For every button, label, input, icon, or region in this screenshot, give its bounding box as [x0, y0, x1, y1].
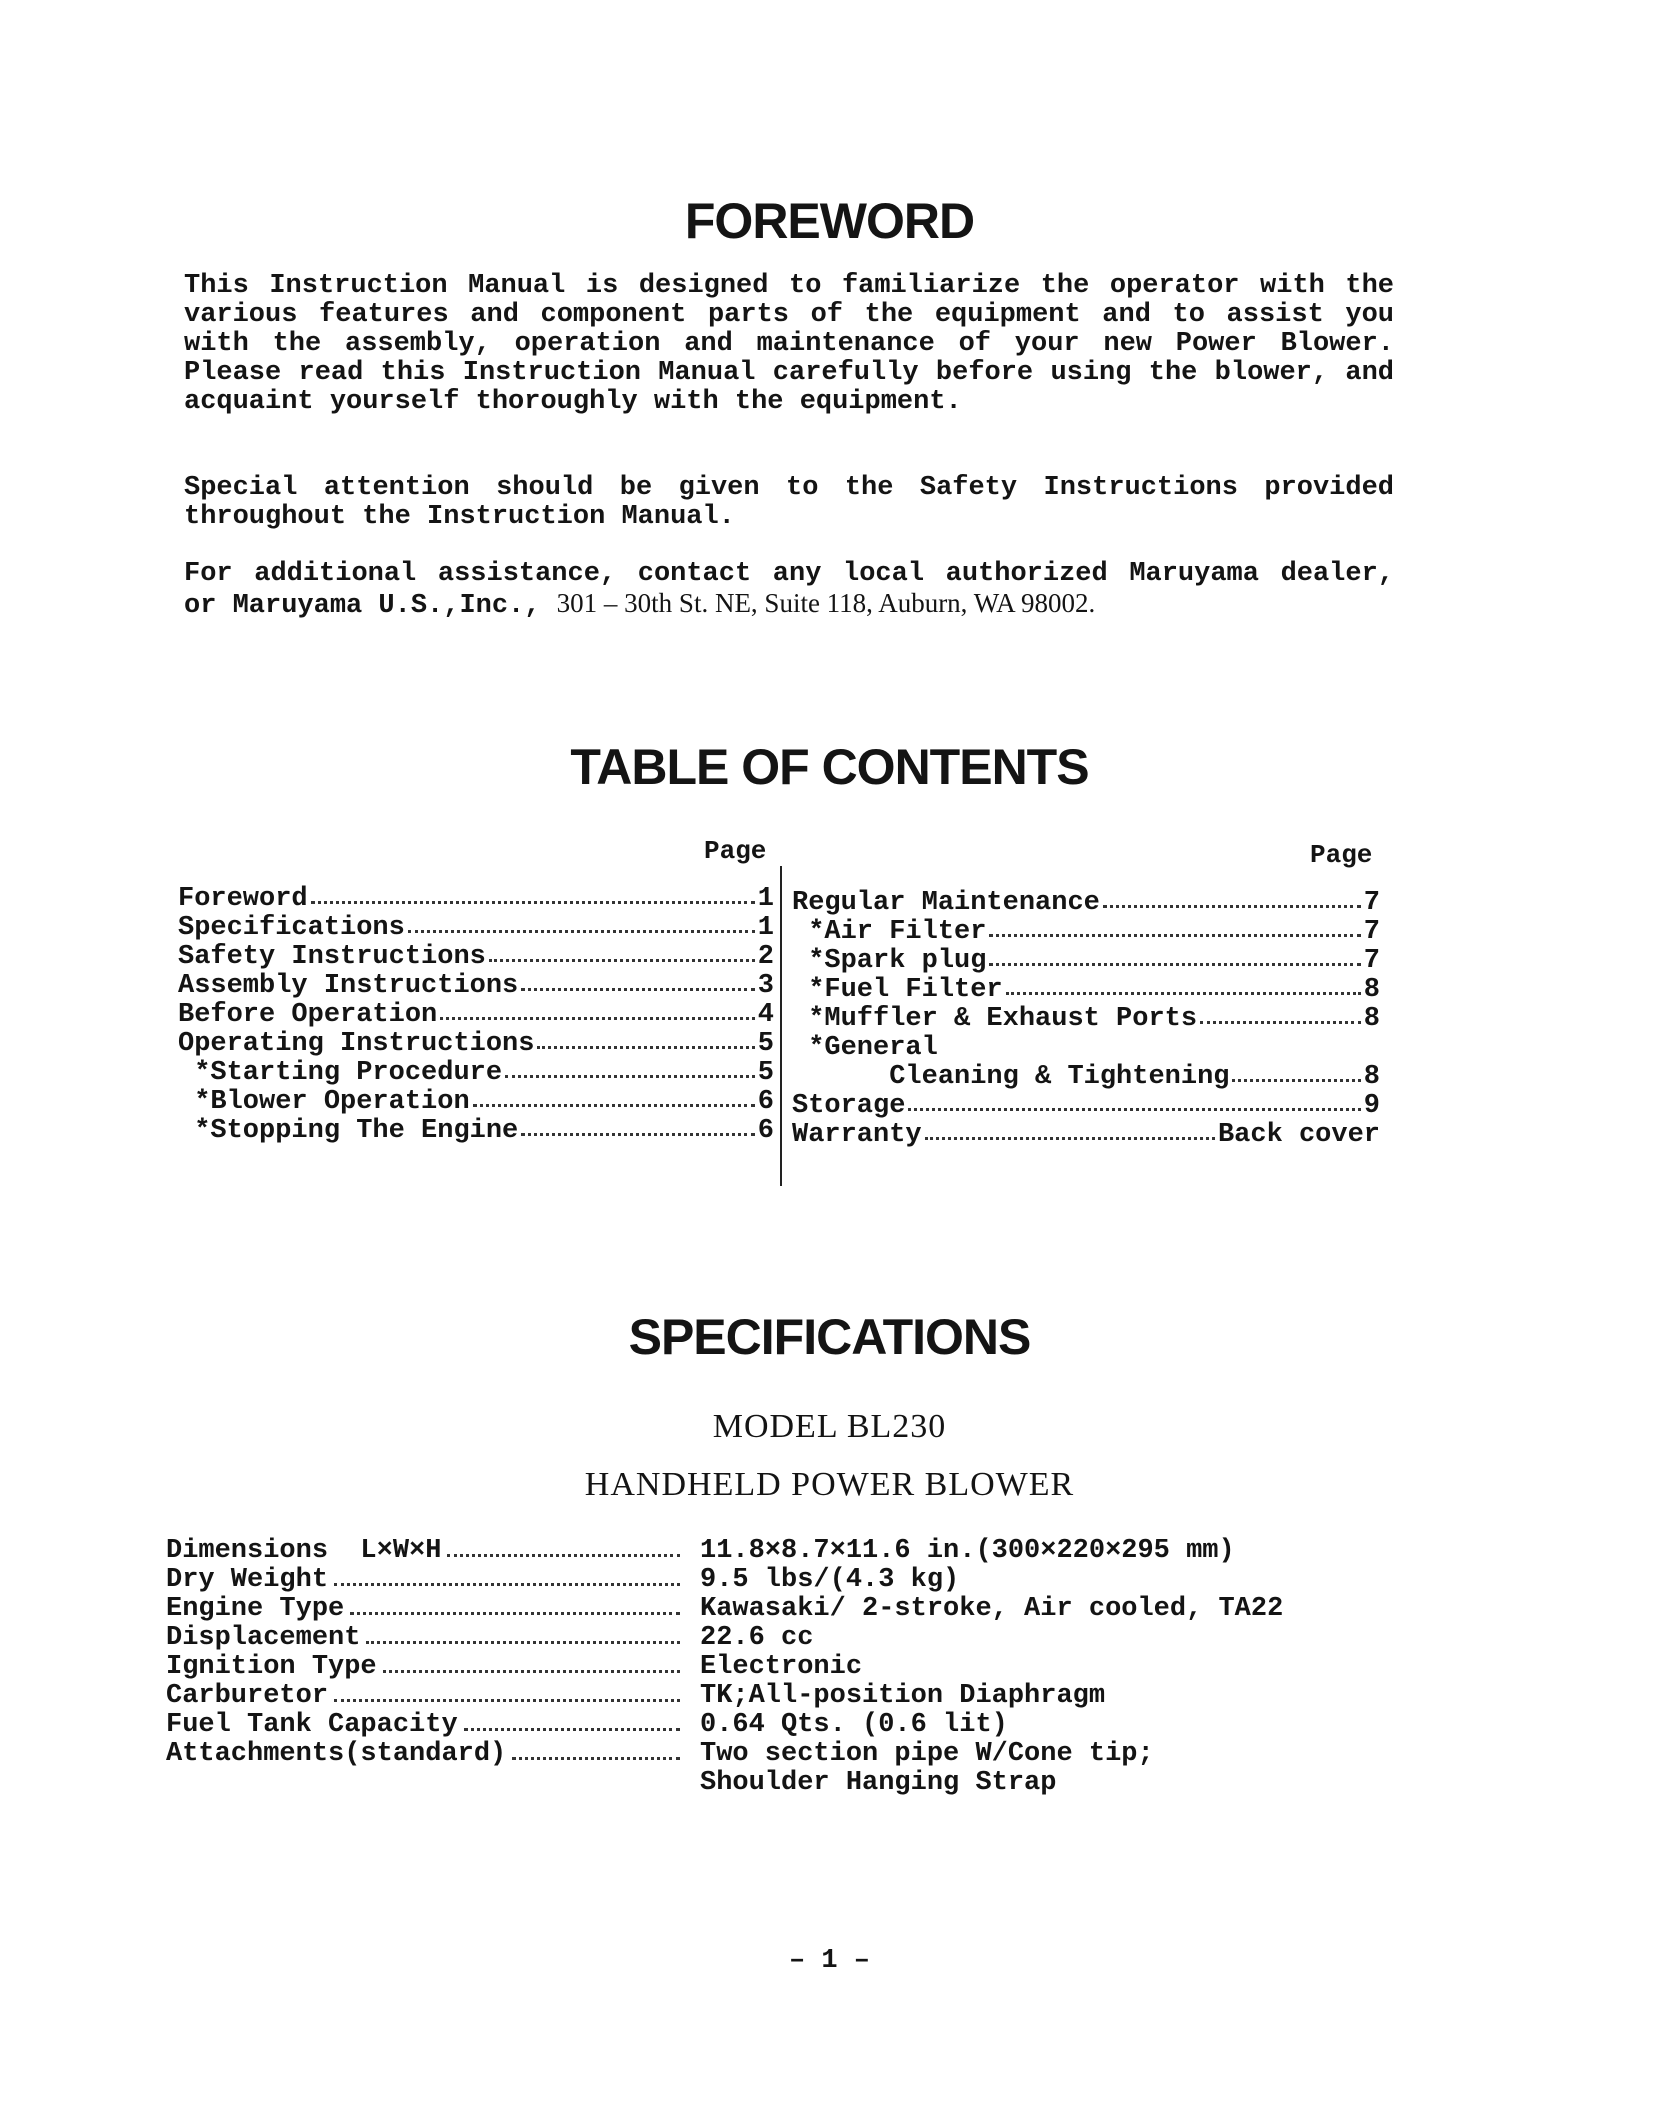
- toc-entry-page: 6: [757, 1087, 774, 1117]
- specifications-table: [166, 1536, 1396, 1797]
- model-name: MODEL BL230: [712, 1408, 947, 1445]
- toc-entry-page: 3: [757, 971, 774, 1001]
- toc-entry-label: Before Operation: [178, 1000, 438, 1030]
- toc-leader-dots: [1006, 992, 1361, 995]
- toc-entry: [178, 1087, 774, 1116]
- product-name: HANDHELD POWER BLOWER: [584, 1466, 1075, 1503]
- spec-value: 9.5 lbs/(4.3 kg): [700, 1565, 960, 1595]
- toc-leader-dots: [925, 1137, 1215, 1140]
- toc-leader-dots: [505, 1075, 755, 1078]
- toc-entry: [792, 1120, 1380, 1149]
- toc-leader-dots: [311, 901, 755, 904]
- spec-value: 11.8×8.7×11.6 in.(300×220×295 mm): [700, 1536, 1235, 1566]
- toc-entry: [178, 971, 774, 1000]
- spec-leader-dots: [464, 1728, 680, 1731]
- toc-entry: [792, 888, 1380, 917]
- spec-leader-dots: [366, 1641, 680, 1644]
- spec-value: Electronic: [700, 1652, 863, 1682]
- toc-leader-dots: [908, 1108, 1360, 1111]
- specifications-title: SPECIFICATIONS: [628, 1309, 1031, 1365]
- toc-entry-label: Assembly Instructions: [178, 971, 519, 1001]
- toc-entry-page: 8: [1363, 975, 1380, 1005]
- toc-entry-page: Back cover: [1217, 1120, 1380, 1150]
- spec-key-cell: [166, 1536, 686, 1566]
- toc-right-column: [792, 888, 1380, 1149]
- foreword-address: 301 – 30th St. NE, Suite 118, Auburn, WA 98002.: [556, 588, 1096, 618]
- toc-entry-label: Regular Maintenance: [792, 888, 1100, 918]
- toc-entry-page: 2: [757, 942, 774, 972]
- spec-value: Kawasaki/ 2-stroke, Air cooled, TA22: [700, 1594, 1284, 1624]
- spec-value: Two section pipe W/Cone tip;: [700, 1739, 1154, 1769]
- toc-leader-dots: [989, 963, 1360, 966]
- spec-row: [166, 1681, 1396, 1710]
- spec-leader-dots: [334, 1583, 680, 1586]
- spec-leader-dots: [350, 1612, 680, 1615]
- toc-entry-page: 5: [757, 1029, 774, 1059]
- toc-entry-page: 7: [1363, 946, 1380, 976]
- toc-entry-label: *Air Filter: [792, 917, 987, 947]
- toc-leader-dots: [1232, 1079, 1360, 1082]
- spec-key-cell: [166, 1623, 686, 1653]
- toc-entry-page: 8: [1363, 1004, 1380, 1034]
- toc-entry-label: *Starting Procedure: [178, 1058, 503, 1088]
- spec-key-cell: [166, 1565, 686, 1595]
- toc-entry-label: *General: [792, 1033, 938, 1063]
- toc-entry: [178, 1029, 774, 1058]
- toc-entry: [792, 917, 1380, 946]
- spec-key-cell: [166, 1739, 686, 1769]
- spec-key: Fuel Tank Capacity: [166, 1710, 458, 1740]
- toc-entry-page: 7: [1363, 888, 1380, 918]
- spec-row: [166, 1710, 1396, 1739]
- toc-entry-page: 1: [757, 884, 774, 914]
- foreword-paragraph-2: Special attention should be given to the Safety Instructions provided throughout the Instruction Manual.: [184, 473, 1394, 532]
- spec-key: Engine Type: [166, 1594, 345, 1624]
- toc-entry-label: Operating Instructions: [178, 1029, 535, 1059]
- toc-entry: [792, 1062, 1380, 1091]
- toc-leader-dots: [989, 934, 1360, 937]
- spec-value: 0.64 Qts. (0.6 lit): [700, 1710, 1008, 1740]
- spec-leader-dots: [334, 1699, 680, 1702]
- toc-entry-label: Safety Instructions: [178, 942, 486, 972]
- spec-leader-dots: [383, 1670, 680, 1673]
- toc-leader-dots: [1200, 1021, 1361, 1024]
- toc-title: TABLE OF CONTENTS: [570, 739, 1089, 795]
- toc-entry-page: 9: [1363, 1091, 1380, 1121]
- toc-entry: [178, 1116, 774, 1145]
- spec-row: [166, 1536, 1396, 1565]
- toc-entry: [792, 1091, 1380, 1120]
- spec-leader-dots: [447, 1554, 680, 1557]
- toc-entry-label: *Fuel Filter: [792, 975, 1003, 1005]
- toc-entry: [792, 1033, 1380, 1062]
- toc-entry-page: 7: [1363, 917, 1380, 947]
- toc-leader-dots: [408, 930, 755, 933]
- spec-key: Ignition Type: [166, 1652, 377, 1682]
- toc-entry-label: Foreword: [178, 884, 308, 914]
- spec-row: [166, 1623, 1396, 1652]
- foreword-contact-text: For additional assistance, contact any local authorized Maruyama dealer, or Maruyama U.S.,Inc.,: [184, 559, 1394, 621]
- spec-row: [166, 1768, 1396, 1797]
- toc-column-divider: [780, 866, 782, 1186]
- page-number: – 1 –: [788, 1946, 870, 1976]
- spec-key: Displacement: [166, 1623, 361, 1653]
- toc-entry-label: *Stopping The Engine: [178, 1116, 519, 1146]
- toc-left-page-header: Page: [704, 836, 767, 866]
- toc-leader-dots: [489, 959, 755, 962]
- toc-entry: [792, 1004, 1380, 1033]
- toc-entry: [178, 1000, 774, 1029]
- toc-entry: [792, 946, 1380, 975]
- toc-entry-page: 8: [1363, 1062, 1380, 1092]
- spec-value: 22.6 cc: [700, 1623, 814, 1653]
- toc-entry-label: *Blower Operation: [178, 1087, 470, 1117]
- spec-key: Attachments(standard): [166, 1739, 507, 1769]
- toc-entry-page: 4: [757, 1000, 774, 1030]
- spec-key-cell: [166, 1710, 686, 1740]
- toc-entry-page: 5: [757, 1058, 774, 1088]
- toc-leader-dots: [521, 988, 755, 991]
- spec-row: [166, 1594, 1396, 1623]
- toc-entry-label: *Muffler & Exhaust Ports: [792, 1004, 1198, 1034]
- toc-entry: [178, 913, 774, 942]
- toc-leader-dots: [473, 1104, 755, 1107]
- spec-row: [166, 1652, 1396, 1681]
- toc-leader-dots: [537, 1046, 754, 1049]
- toc-entry: [178, 884, 774, 913]
- toc-entry-label: Cleaning & Tightening: [792, 1062, 1230, 1092]
- foreword-title: FOREWORD: [684, 193, 975, 249]
- foreword-paragraph-1: This Instruction Manual is designed to familiarize the operator with the various features and component parts of the equipment and to assist you with the assembly, operation and maintenance of your new Power Blower. Please read this Instruction Manual carefully before using the blower, and acquaint yourself thoroughly with the equipment.: [184, 271, 1394, 417]
- spec-value: Shoulder Hanging Strap: [700, 1768, 1057, 1798]
- toc-entry-label: Specifications: [178, 913, 405, 943]
- spec-key: Dimensions L×W×H: [166, 1536, 442, 1566]
- spec-key-cell: [166, 1594, 686, 1624]
- toc-right-page-header: Page: [1310, 840, 1373, 870]
- toc-leader-dots: [440, 1017, 755, 1020]
- spec-key-cell: [166, 1652, 686, 1682]
- toc-entry-page: 6: [757, 1116, 774, 1146]
- toc-leader-dots: [521, 1133, 755, 1136]
- toc-entry-page: 1: [757, 913, 774, 943]
- toc-entry-label: Storage: [792, 1091, 906, 1121]
- spec-key: Carburetor: [166, 1681, 329, 1711]
- foreword-paragraph-3: [184, 560, 1394, 621]
- spec-leader-dots: [512, 1757, 680, 1760]
- toc-leader-dots: [1103, 905, 1361, 908]
- spec-key-cell: [166, 1681, 686, 1711]
- toc-entry-label: Warranty: [792, 1120, 922, 1150]
- toc-entry: [178, 1058, 774, 1087]
- toc-entry: [178, 942, 774, 971]
- toc-entry: [792, 975, 1380, 1004]
- toc-left-column: [178, 884, 774, 1145]
- spec-value: TK;All-position Diaphragm: [700, 1681, 1106, 1711]
- spec-key: Dry Weight: [166, 1565, 329, 1595]
- spec-row: [166, 1739, 1396, 1768]
- toc-entry-label: *Spark plug: [792, 946, 987, 976]
- spec-row: [166, 1565, 1396, 1594]
